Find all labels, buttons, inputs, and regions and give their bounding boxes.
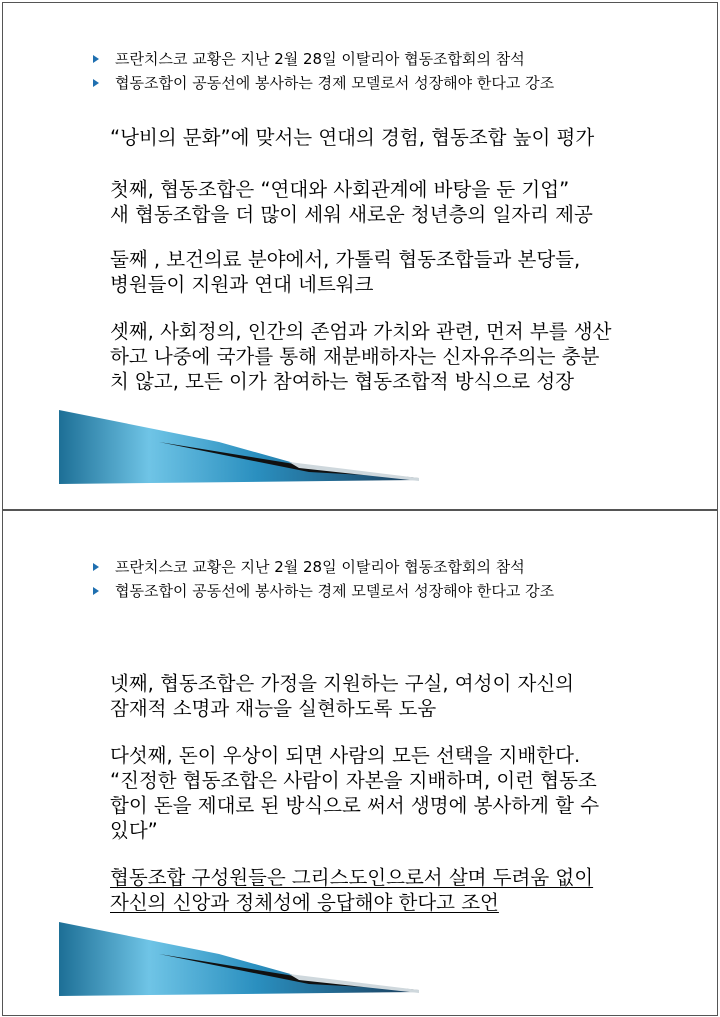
bullet-text: 프란치스코 교황은 지난 2월 28일 이탈리아 협동조합회의 참석 bbox=[115, 50, 525, 68]
bullet-arrow-icon bbox=[93, 587, 99, 595]
bullet-text: 협동조합이 공동선에 봉사하는 경제 모델로서 성장해야 한다고 강조 bbox=[115, 74, 555, 92]
decorative-swoosh bbox=[59, 402, 419, 484]
decorative-swoosh bbox=[59, 914, 419, 996]
paragraph-line: 첫째, 협동조합은 “연대와 사회관계에 바탕을 둔 기업” bbox=[110, 178, 570, 201]
paragraph-line: 자신의 신앙과 정체성에 응답해야 한다고 조언 bbox=[110, 891, 499, 914]
slide-2 bbox=[2, 510, 718, 1016]
bullet-item bbox=[93, 579, 554, 603]
paragraph-line: 합이 돈을 제대로 된 방식으로 써서 생명에 봉사하게 할 수 bbox=[110, 794, 600, 817]
bullet-text: 협동조합이 공동선에 봉사하는 경제 모델로서 성장해야 한다고 강조 bbox=[115, 582, 555, 600]
bullet-item bbox=[93, 47, 554, 71]
paragraph-fourth bbox=[110, 671, 574, 721]
slide-2-bullet-list bbox=[93, 555, 554, 603]
paragraph-first bbox=[110, 177, 593, 227]
paragraph-line: 잠재적 소명과 재능을 실현하도록 도움 bbox=[110, 697, 437, 720]
paragraph-advice bbox=[110, 865, 593, 915]
paragraph-line: 병원들이 지원과 연대 네트워크 bbox=[110, 273, 374, 296]
paragraph-third bbox=[110, 319, 611, 394]
slide-1 bbox=[2, 2, 718, 510]
bullet-arrow-icon bbox=[93, 55, 99, 63]
paragraph-line: 치 않고, 모든 이가 참여하는 협동조합적 방식으로 성장 bbox=[110, 370, 575, 393]
bullet-arrow-icon bbox=[93, 563, 99, 571]
paragraph-line: “진정한 협동조합은 사람이 자본을 지배하며, 이런 협동조 bbox=[110, 769, 597, 792]
paragraph-line: 있다” bbox=[110, 819, 158, 842]
paragraph-waste-culture bbox=[110, 125, 594, 150]
paragraph-line: 다섯째, 돈이 우상이 되면 사람의 모든 선택을 지배한다. bbox=[110, 744, 581, 767]
paragraph-second bbox=[110, 247, 580, 297]
bullet-item bbox=[93, 71, 554, 95]
paragraph-line: 협동조합 구성원들은 그리스도인으로서 살며 두려움 없이 bbox=[110, 866, 594, 889]
paragraph-line: 셋째, 사회정의, 인간의 존엄과 가치와 관련, 먼저 부를 생산 bbox=[110, 320, 612, 343]
paragraph-fifth bbox=[110, 743, 599, 843]
bullet-text: 프란치스코 교황은 지난 2월 28일 이탈리아 협동조합회의 참석 bbox=[115, 558, 525, 576]
bullet-arrow-icon bbox=[93, 79, 99, 87]
paragraph-line: 하고 나중에 국가를 통해 재분배하자는 신자유주의는 충분 bbox=[110, 345, 600, 368]
slide-1-bullet-list bbox=[93, 47, 554, 95]
paragraph-line: 넷째, 협동조합은 가정을 지원하는 구실, 여성이 자신의 bbox=[110, 672, 575, 695]
bullet-item bbox=[93, 555, 554, 579]
paragraph-line: 새 협동조합을 더 많이 세워 새로운 청년층의 일자리 제공 bbox=[110, 203, 593, 226]
paragraph-line: 둘째 , 보건의료 분야에서, 가톨릭 협동조합들과 본당들, bbox=[110, 248, 581, 271]
paragraph-line: “낭비의 문화”에 맞서는 연대의 경험, 협동조합 높이 평가 bbox=[110, 126, 595, 149]
